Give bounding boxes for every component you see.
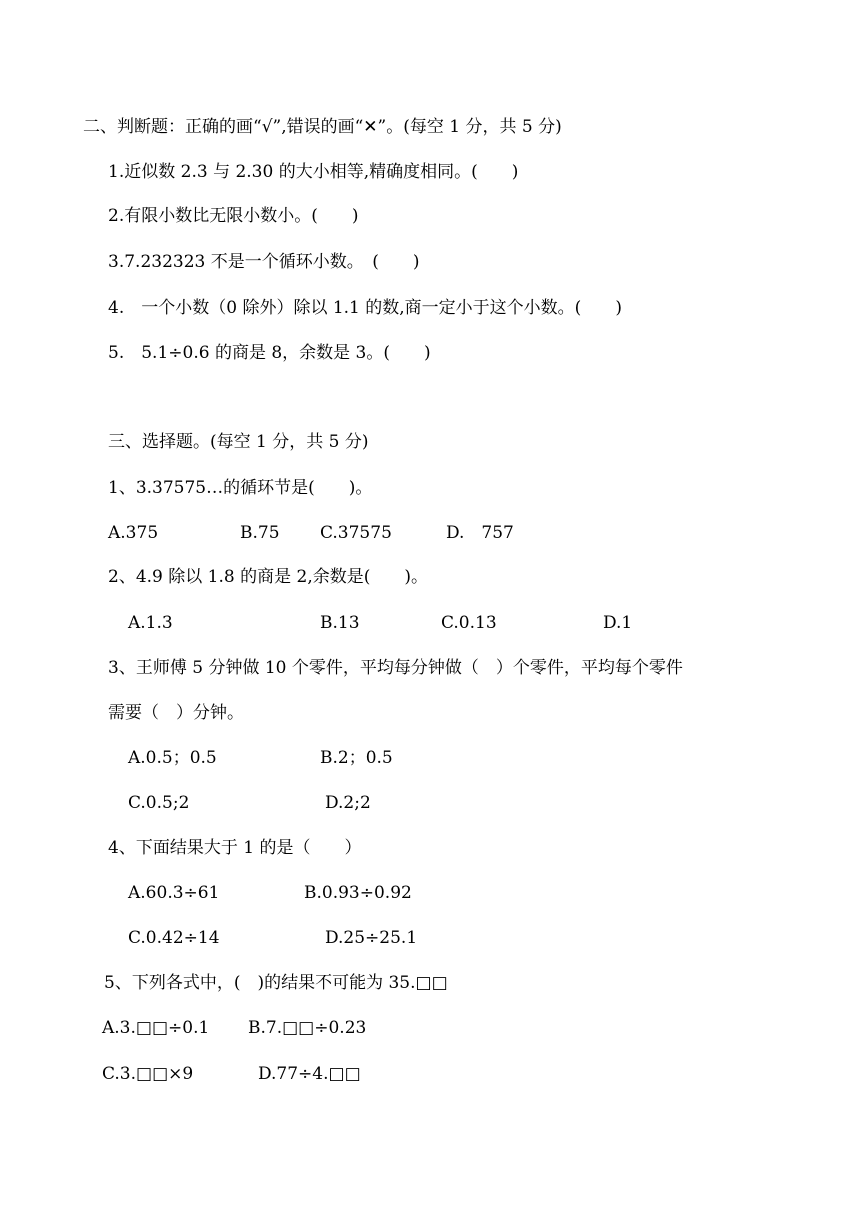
choice-q3-option-a: A.0.5；0.5	[128, 748, 217, 768]
judge-item-4: 4. 一个小数（0 除外）除以 1.1 的数,商一定小于这个小数。( )	[108, 298, 622, 318]
choice-q4-option-d: D.25÷25.1	[325, 928, 418, 948]
judge-item-5: 5. 5.1÷0.6 的商是 8，余数是 3。( )	[108, 343, 431, 363]
choice-q2-stem: 2、4.9 除以 1.8 的商是 2,余数是( )。	[108, 567, 428, 587]
judge-section-header: 二、判断题：正确的画“√”,错误的画“✕”。(每空 1 分，共 5 分)	[83, 117, 562, 137]
choice-q5-option-d: D.77÷4.□□	[258, 1064, 361, 1084]
choice-q1-stem: 1、3.37575…的循环节是( )。	[108, 478, 373, 498]
choice-q4-option-c: C.0.42÷14	[128, 928, 220, 948]
choice-q4-stem: 4、下面结果大于 1 的是（ ）	[108, 838, 362, 858]
choice-q4-option-a: A.60.3÷61	[128, 883, 220, 903]
choice-q1-option-d: D. 757	[446, 523, 514, 543]
choice-q1-option-c: C.37575	[320, 523, 392, 543]
choice-q3-option-c: C.0.5;2	[128, 793, 190, 813]
choice-q4-option-b: B.0.93÷0.92	[304, 883, 412, 903]
choice-q5-option-a: A.3.□□÷0.1	[102, 1018, 210, 1038]
choice-q3-stem-line2: 需要（ ）分钟。	[108, 703, 244, 723]
choice-q1-option-b: B.75	[240, 523, 280, 543]
choice-q2-option-c: C.0.13	[441, 613, 497, 633]
choice-q2-option-d: D.1	[603, 613, 633, 633]
choice-q1-option-a: A.375	[108, 523, 159, 543]
judge-item-2: 2.有限小数比无限小数小。( )	[108, 206, 359, 226]
choice-q3-stem-line1: 3、王师傅 5 分钟做 10 个零件，平均每分钟做（ ）个零件，平均每个零件	[108, 658, 683, 678]
choice-q5-option-b: B.7.□□÷0.23	[248, 1018, 367, 1038]
choice-q3-option-b: B.2；0.5	[320, 748, 393, 768]
judge-item-3: 3.7.232323 不是一个循环小数。 ( )	[108, 252, 420, 272]
choice-q2-option-b: B.13	[320, 613, 360, 633]
judge-item-1: 1.近似数 2.3 与 2.30 的大小相等,精确度相同。( )	[108, 162, 519, 182]
choice-q3-option-d: D.2;2	[325, 793, 371, 813]
choice-q2-option-a: A.1.3	[128, 613, 173, 633]
choice-q5-stem: 5、下列各式中，( )的结果不可能为 35.□□	[104, 973, 448, 993]
choice-section-header: 三、选择题。(每空 1 分，共 5 分)	[108, 432, 369, 452]
choice-q5-option-c: C.3.□□×9	[102, 1064, 194, 1084]
